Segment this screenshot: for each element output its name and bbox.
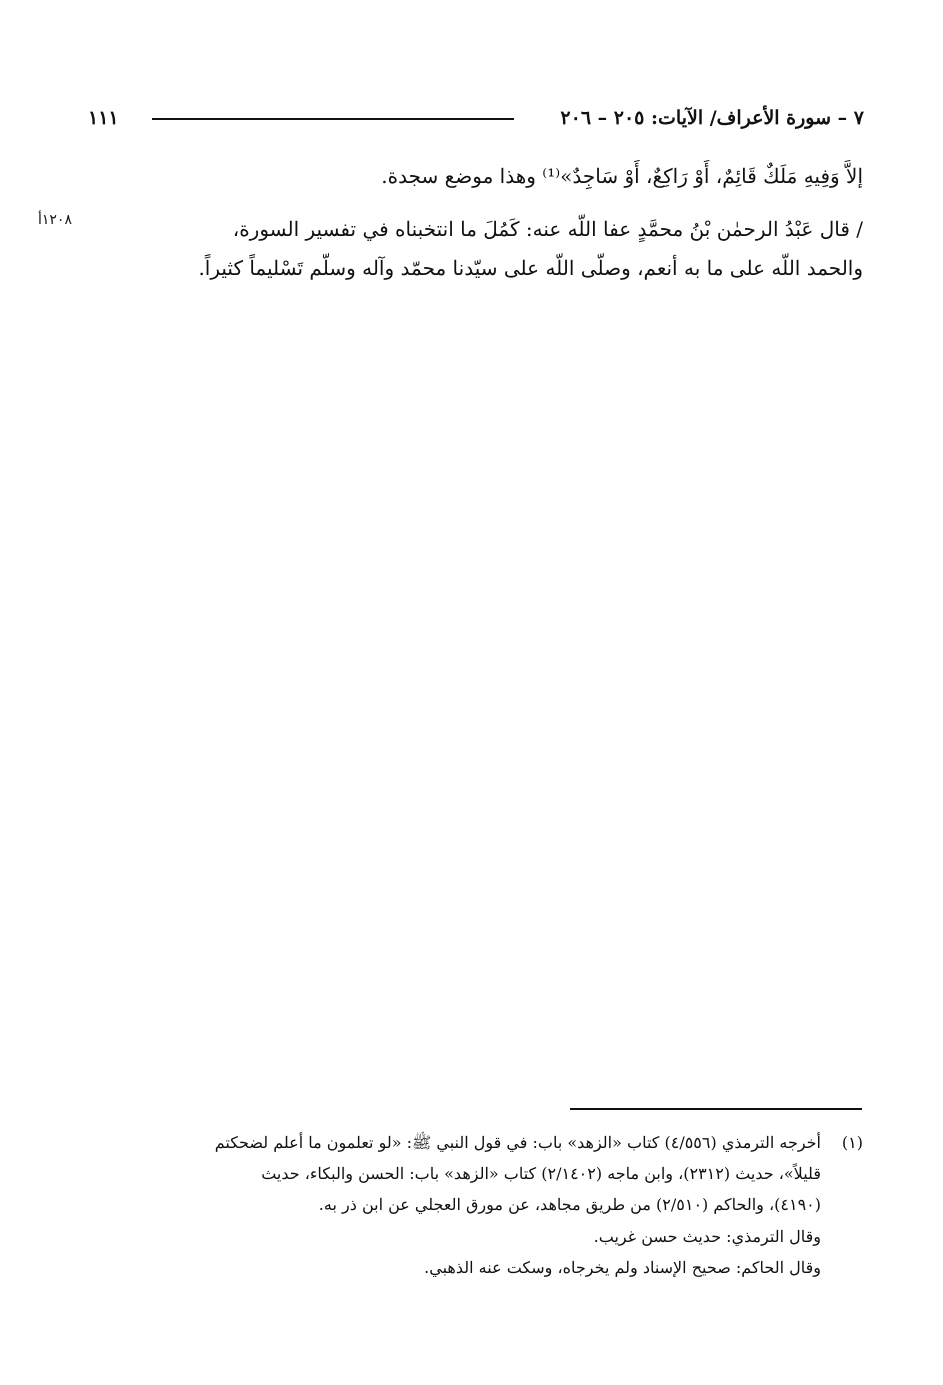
header-rule — [152, 118, 514, 120]
running-header — [88, 104, 864, 134]
footnote-separator — [570, 1108, 862, 1110]
footnote-line: وقال الحاكم: صحيح الإسناد ولم يخرجاه، وسكت عنه الذهبي. — [424, 1258, 821, 1277]
footnote-number: (١) — [841, 1133, 863, 1152]
manuscript-folio-note: ١٢٠٨أ — [38, 212, 72, 228]
footnote-line: قليلاً»، حديث (٢٣١٢)، وابن ماجه (٢/١٤٠٢) كتاب «الزهد» باب: الحسن والبكاء، حديث — [261, 1164, 821, 1183]
footnote-line: (٤١٩٠)، والحاكم (٢/٥١٠) من طريق مجاهد، عن مورق العجلي عن ابن ذر به. — [318, 1195, 821, 1214]
body-line-2: / قال عَبْدُ الرحمٰن بْنُ محمَّدٍ عفا اللّه عنه: كَمُلَ ما انتخبناه في تفسير السورة، — [232, 217, 863, 241]
body-line-3: والحمد اللّه على ما به أنعم، وصلّى اللّه على سيّدنا محمّد وآله وسلّم تَسْليماً كثيراً. — [198, 256, 863, 280]
page-number: ١١١ — [88, 107, 119, 129]
footnote-line: وقال الترمذي: حديث حسن غريب. — [593, 1227, 821, 1246]
footnote-line: أخرجه الترمذي (٤/٥٥٦) كتاب «الزهد» باب: في قول النبي ﷺ: «لو تعلمون ما أعلم لضحكتم — [214, 1133, 821, 1152]
body-line-1: إلاَّ وَفِيهِ مَلَكٌ قَائِمٌ، أَوْ رَاكِعٌ، أَوْ سَاجِدٌ»⁽¹⁾ وهذا موضع سجدة. — [381, 164, 863, 188]
header-title: ٧ – سورة الأعراف/ الآيات: ٢٠٥ – ٢٠٦ — [560, 107, 864, 129]
